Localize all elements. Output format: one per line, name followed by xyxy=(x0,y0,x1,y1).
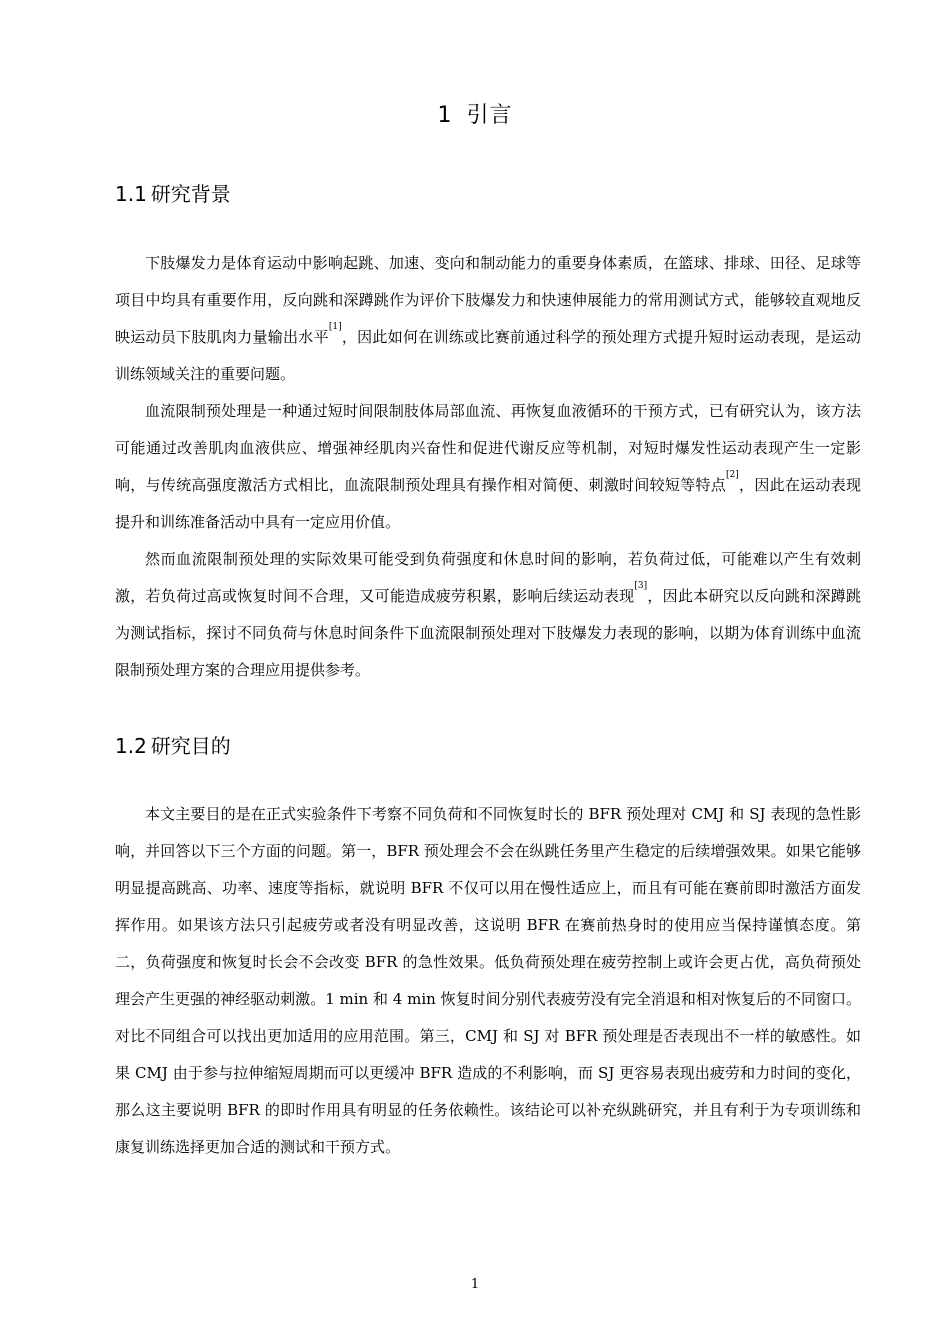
paragraph: 下肢爆发力是体育运动中影响起跳、加速、变向和制动能力的重要身体素质，在篮球、排球、田径、足球等项目中均具有重要作用，反向跳和深蹲跳作为评价下肢爆发力和快速伸展能力的常用测试方式，能够较直观地反映运动员下肢肌肉力量输出水平[1]，因此如何在训练或比赛前通过科学的预处理方式提升短时运动表现，是运动训练领域关注的重要问题。 xyxy=(115,254,861,383)
chapter-title xyxy=(0,100,950,132)
paragraph: 血流限制预处理是一种通过短时间限制肢体局部血流、再恢复血液循环的干预方式，已有研究认为，该方法可能通过改善肌肉血液供应、增强神经肌肉兴奋性和促进代谢反应等机制，对短时爆发性运动表现产生一定影响，与传统高强度激活方式相比，血流限制预处理具有操作相对简便、刺激时间较短等特点[2]，因此在运动表现提升和训练准备活动中具有一定应用价值。 xyxy=(115,402,861,531)
section-heading-background xyxy=(115,180,231,208)
section-heading-purpose xyxy=(115,732,231,760)
page-number: 1 xyxy=(470,1277,480,1292)
citation: [3] xyxy=(634,581,648,591)
chapter-title-text: 引言 xyxy=(466,103,513,128)
citation: [2] xyxy=(726,470,739,480)
section-body-background xyxy=(115,245,861,689)
citation: [1] xyxy=(328,322,342,332)
paragraph: 本文主要目的是在正式实验条件下考察不同负荷和不同恢复时长的 BFR 预处理对 CMJ 和 SJ 表现的急性影响，并回答以下三个方面的问题。第一，BFR 预处理会不会在纵跳任务里产生稳定的后续增强效果。如果它能够明显提高跳高、功率、速度等指标，就说明 BFR 不仅可以用在慢性适应上，而且有可能在赛前即时激活方面发挥作用。如果该方法只引起疲劳或者没有明显改善，这说明 BFR 在赛前热身时的使用应当保持谨慎态度。第二，负荷强度和恢复时长会不会改变 BFR 的急性效果。低负荷预处理在疲劳控制上或许会更占优，高负荷预处理会产生更强的神经驱动刺激。1 min 和 4 min 恢复时间分别代表疲劳没有完全消退和相对恢复后的不同窗口。对比不同组合可以找出更加适用的应用范围。第三，CMJ 和 SJ 对 BFR 预处理是否表现出不一样的敏感性。如果 CMJ 由于参与拉伸缩短周期而可以更缓冲 BFR 造成的不利影响，而 SJ 更容易表现出疲劳和力时间的变化，那么这主要说明 BFR 的即时作用具有明显的任务依赖性。该结论可以补充纵跳研究，并且有利于为专项训练和康复训练选择更加合适的测试和干预方式。 xyxy=(115,805,862,1156)
section-title: 研究背景 xyxy=(150,182,231,206)
section-number: 1.2 xyxy=(115,734,147,758)
section-title: 研究目的 xyxy=(150,734,231,758)
paragraph: 然而血流限制预处理的实际效果可能受到负荷强度和休息时间的影响，若负荷过低，可能难以产生有效刺激，若负荷过高或恢复时间不合理，又可能造成疲劳积累，影响后续运动表现[3]，因此本研究以反向跳和深蹲跳为测试指标，探讨不同负荷与休息时间条件下血流限制预处理对下肢爆发力表现的影响，以期为体育训练中血流限制预处理方案的合理应用提供参考。 xyxy=(115,550,861,679)
chapter-number: 1 xyxy=(437,103,453,128)
section-body-purpose xyxy=(115,796,861,1166)
section-number: 1.1 xyxy=(115,182,147,206)
